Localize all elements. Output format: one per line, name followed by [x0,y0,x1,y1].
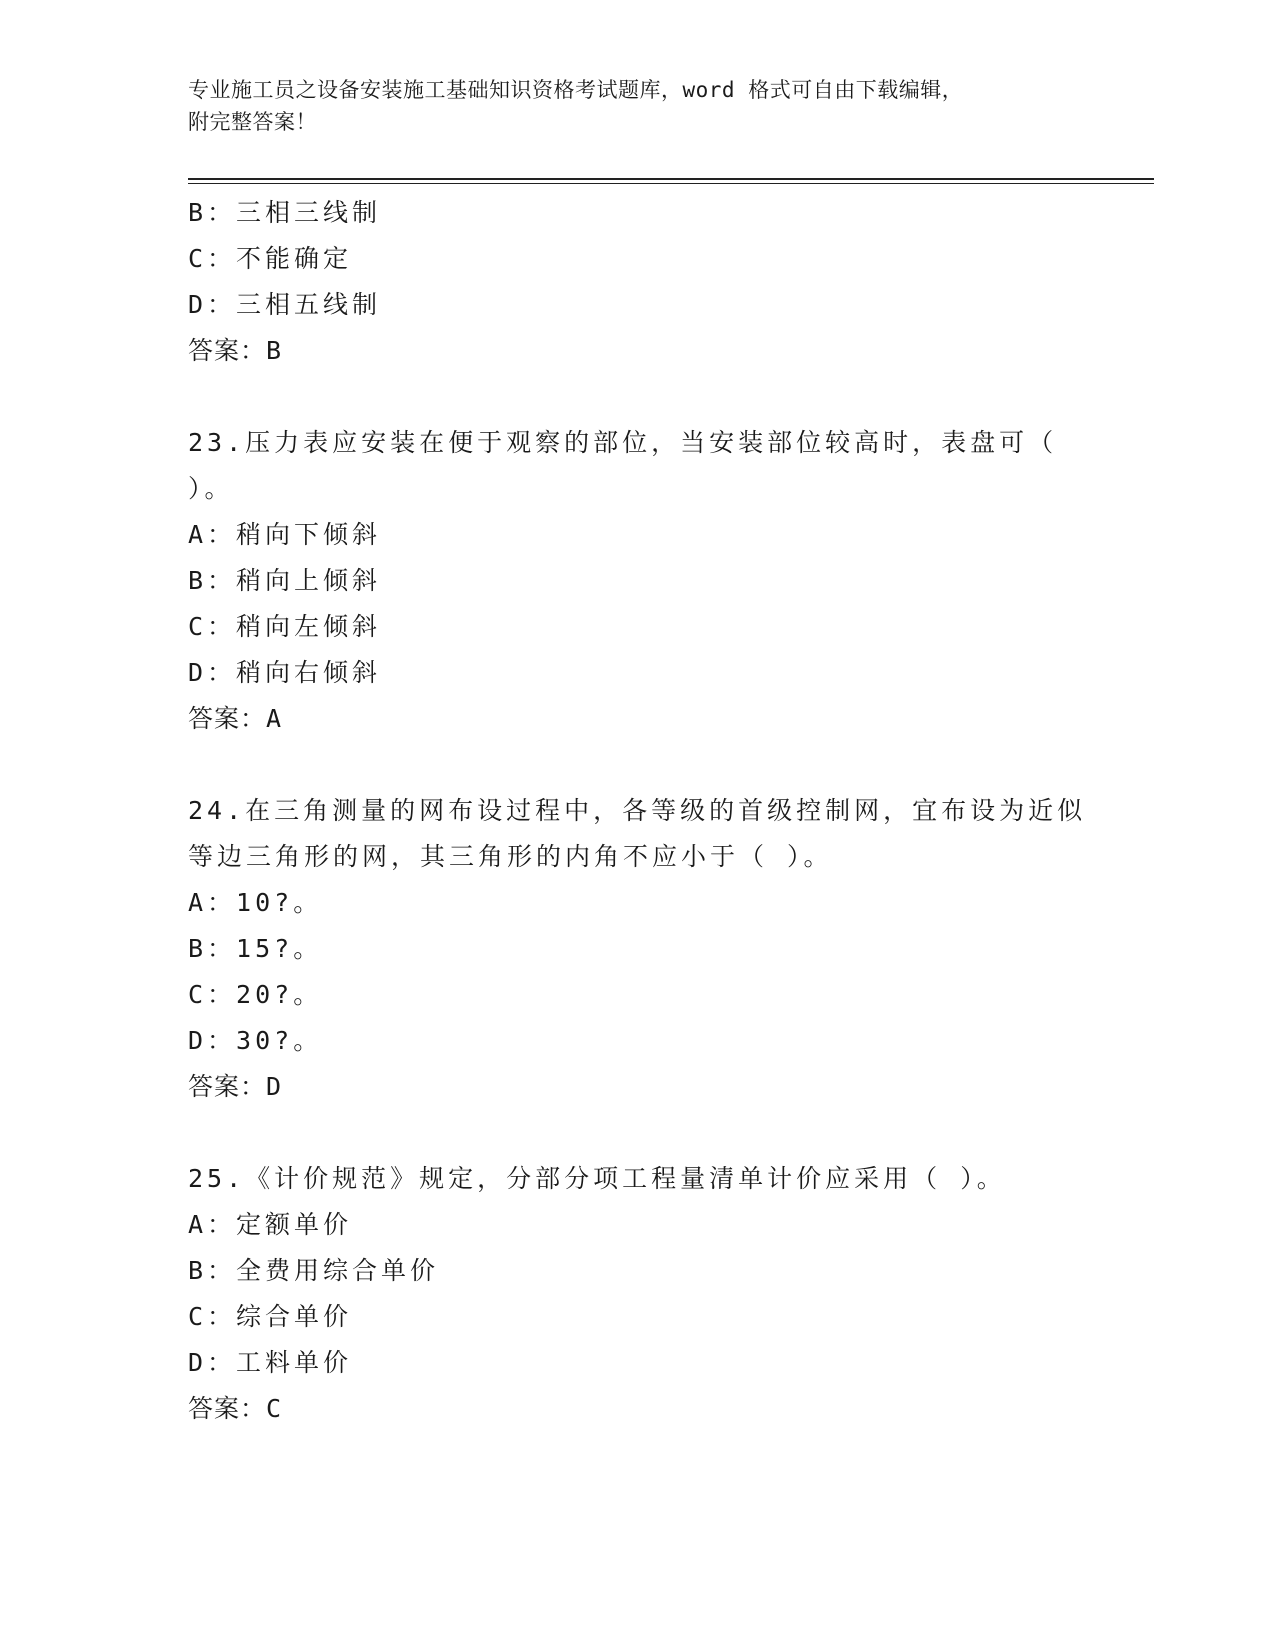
option-b: B：三相三线制 [188,198,382,227]
answer-line: 答案：D [188,1072,283,1101]
question-stem-continued: ）。 [188,474,234,503]
option-b: B：稍向上倾斜 [188,566,382,595]
option-c: C：稍向左倾斜 [188,612,382,641]
question-spacer [188,374,1088,420]
document-header [188,74,1088,138]
header-divider-thick [188,178,1154,180]
header-line-1: 专业施工员之设备安装施工基础知识资格考试题库，word 格式可自由下载编辑， [188,78,964,102]
header-divider-thin [188,183,1154,184]
option-d: D：工料单价 [188,1348,353,1377]
option-d: D：稍向右倾斜 [188,658,382,687]
question-stem-continued: 等边三角形的网，其三角形的内角不应小于（ ）。 [188,842,833,871]
option-a: A：10?。 [188,888,323,917]
option-d: D：30?。 [188,1026,323,1055]
question-content [188,190,1088,1432]
question-24 [188,788,1088,1110]
option-d: D：三相五线制 [188,290,382,319]
answer-line: 答案：B [188,336,283,365]
answer-line: 答案：A [188,704,283,733]
question-stem: 25.《计价规范》规定，分部分项工程量清单计价应采用（ ）。 [188,1164,1006,1193]
option-c: C：综合单价 [188,1302,353,1331]
option-b: B：全费用综合单价 [188,1256,440,1285]
question-spacer [188,742,1088,788]
option-b: B：15?。 [188,934,323,963]
question-22-continued [188,190,1088,374]
option-c: C：不能确定 [188,244,353,273]
header-line-2: 附完整答案！ [188,110,317,134]
question-stem: 23.压力表应安装在便于观察的部位，当安装部位较高时，表盘可（ [188,428,1058,457]
answer-line: 答案：C [188,1394,283,1423]
question-25 [188,1156,1088,1432]
option-a: A：稍向下倾斜 [188,520,382,549]
question-23 [188,420,1088,742]
option-c: C：20?。 [188,980,323,1009]
question-spacer [188,1110,1088,1156]
question-stem: 24.在三角测量的网布设过程中，各等级的首级控制网，宜布设为近似 [188,796,1087,825]
option-a: A：定额单价 [188,1210,353,1239]
